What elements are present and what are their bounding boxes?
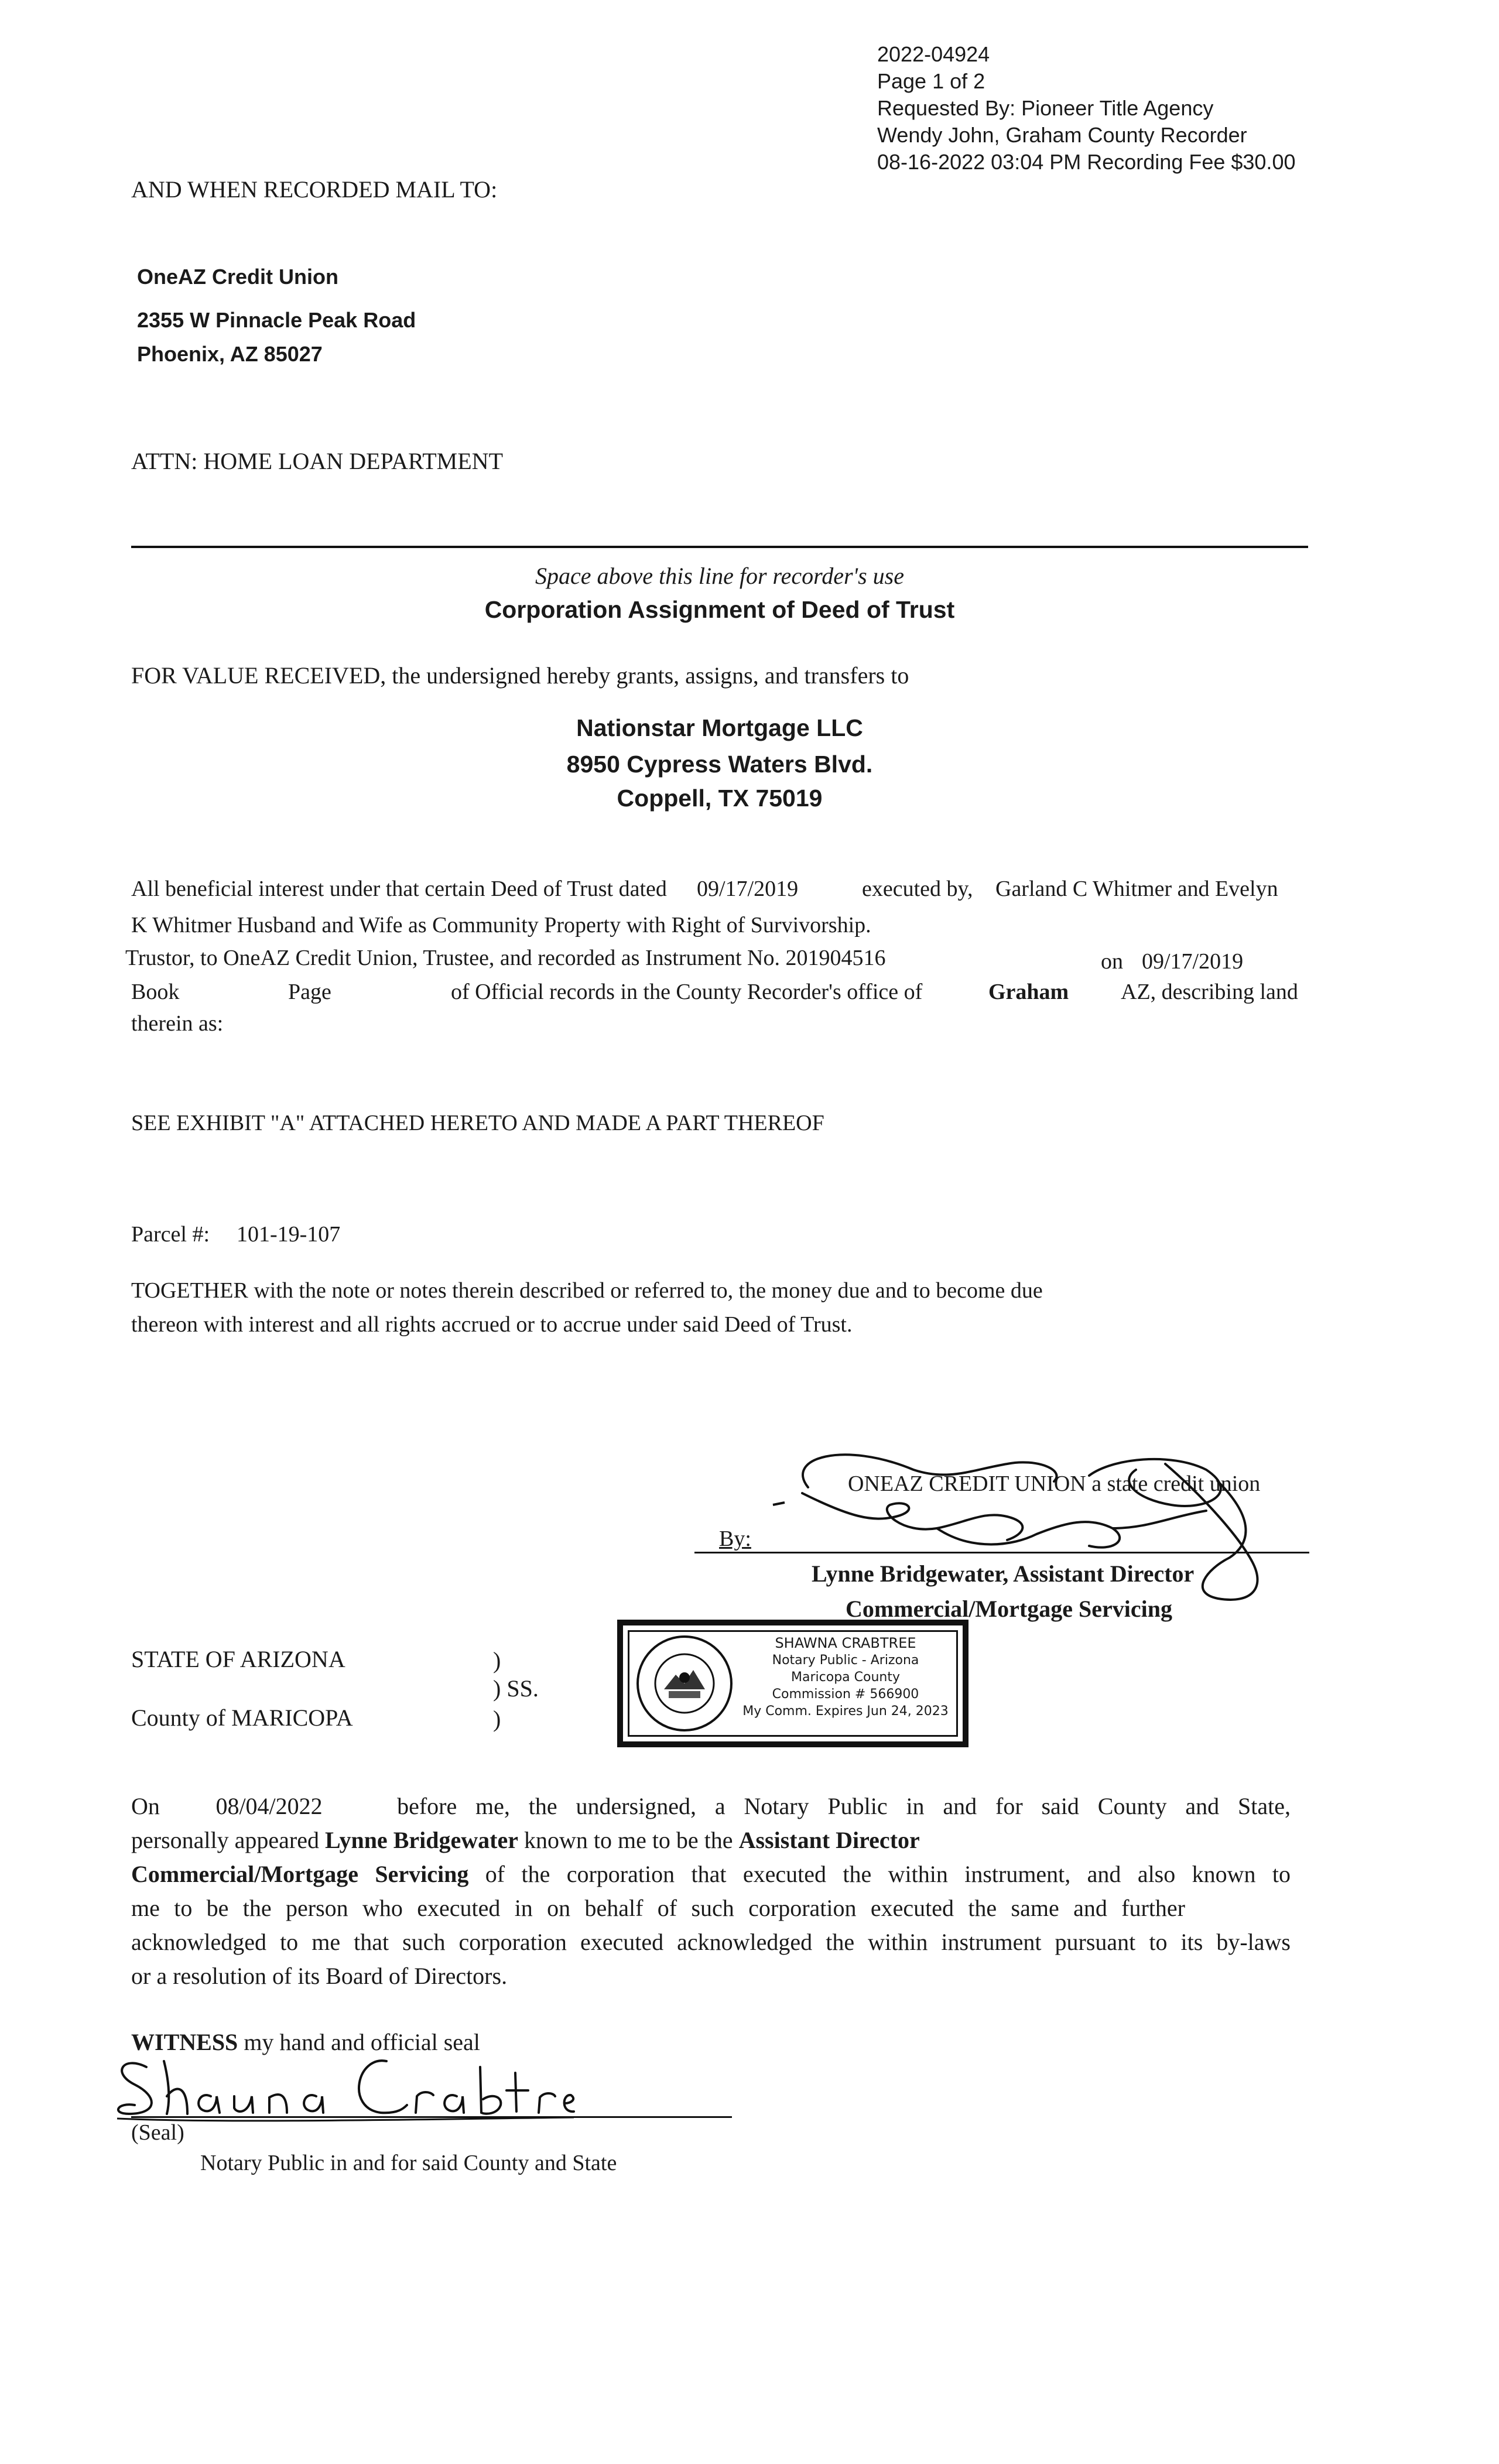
- recording-date-fee: 08-16-2022 03:04 PM Recording Fee $30.00: [877, 150, 1296, 174]
- venue-state: STATE OF ARIZONA: [131, 1646, 345, 1672]
- deed-trustors-line-2: K Whitmer Husband and Wife as Community Property with Right of Survivorship.: [131, 913, 871, 937]
- deed-county: Graham: [988, 980, 1069, 1004]
- ack-line-5: acknowledged to me that such corporation executed acknowledged the within instrument pursuant to its by-laws: [131, 1929, 1291, 1955]
- deed-records-text: of Official records in the County Recorder's office of: [451, 980, 923, 1004]
- ack-signer-title: Assistant Director: [738, 1827, 920, 1853]
- stamp-commission-state: Notary Public - Arizona: [772, 1653, 919, 1668]
- recorder-space-note: Space above this line for recorder's use: [535, 563, 904, 589]
- notary-signature-line: [131, 2116, 732, 2118]
- mail-to-name: OneAZ Credit Union: [137, 265, 338, 289]
- deed-recorded-date: 09/17/2019: [1142, 949, 1244, 974]
- acknowledgment-paragraph: [131, 1789, 1291, 1993]
- stamp-county: Maricopa County: [791, 1670, 900, 1685]
- signature-by-label: By:: [719, 1527, 751, 1551]
- deed-trustors-line-1: Garland C Whitmer and Evelyn: [995, 877, 1278, 901]
- mail-to-city: Phoenix, AZ 85027: [137, 342, 323, 366]
- witness-seal-label: (Seal): [131, 2120, 184, 2145]
- ack-line-6: or a resolution of its Board of Directors.: [131, 1963, 508, 1989]
- assignee-city: Coppell, TX 75019: [617, 785, 823, 812]
- venue-paren-3: ): [493, 1706, 501, 1732]
- deed-executed-by: executed by,: [862, 877, 973, 901]
- witness-bold: WITNESS: [131, 2029, 238, 2055]
- notary-signature: [111, 2049, 580, 2126]
- state-seal-icon: [635, 1634, 734, 1733]
- parcel-label: Parcel #:: [131, 1222, 210, 1247]
- signature-entity: ONEAZ CREDIT UNION a state credit union: [848, 1471, 1261, 1496]
- ack-signer-department: Commercial/Mortgage Servicing: [131, 1861, 469, 1887]
- recording-info: [877, 41, 1295, 176]
- mail-to-heading: AND WHEN RECORDED MAIL TO:: [131, 176, 498, 203]
- notary-caption: Notary Public in and for said County and State: [200, 2151, 617, 2175]
- signer-name-title: Lynne Bridgewater, Assistant Director: [812, 1560, 1195, 1587]
- parcel-number: 101-19-107: [237, 1222, 341, 1247]
- together-line-2: thereon with interest and all rights accrued or to accrue under said Deed of Trust.: [131, 1312, 853, 1337]
- mail-to-street: 2355 W Pinnacle Peak Road: [137, 308, 416, 332]
- document-title: Corporation Assignment of Deed of Trust: [484, 596, 955, 623]
- ack-line-1: On 08/04/2022 before me, the undersigned, a Notary Public in and for said County and State,: [131, 1793, 1291, 1819]
- ack-line-4: me to be the person who executed in on behalf of such corporation executed the same and further: [131, 1895, 1185, 1921]
- deed-state-tail: AZ, describing land: [1121, 980, 1298, 1004]
- signer-department: Commercial/Mortgage Servicing: [846, 1596, 1172, 1622]
- deed-line-1-prefix: All beneficial interest under that certain Deed of Trust dated: [131, 877, 667, 901]
- venue-county: County of MARICOPA: [131, 1705, 353, 1731]
- exhibit-reference: SEE EXHIBIT "A" ATTACHED HERETO AND MADE A PART THEREOF: [131, 1111, 824, 1135]
- stamp-notary-name: SHAWNA CRABTREE: [775, 1635, 916, 1651]
- ack-signer-name: Lynne Bridgewater: [324, 1827, 518, 1853]
- deed-dated: 09/17/2019: [697, 877, 799, 901]
- venue-ss: ) SS.: [493, 1675, 539, 1702]
- notary-stamp: [617, 1620, 968, 1747]
- ack-line-2: personally appeared Lynne Bridgewater known to me to be the Assistant Director: [131, 1827, 920, 1853]
- recording-recorder-name: Wendy John, Graham County Recorder: [877, 123, 1247, 147]
- stamp-commission-number: Commission # 566900: [772, 1687, 919, 1702]
- ack-date: 08/04/2022: [215, 1793, 323, 1819]
- recording-requested-by: Requested By: Pioneer Title Agency: [877, 96, 1214, 120]
- recording-doc-number: 2022-04924: [877, 42, 990, 66]
- ack-line-3: Commercial/Mortgage Servicing of the corporation that executed the within instrument, and also known to: [131, 1861, 1291, 1887]
- recorder-space-rule: [131, 546, 1308, 548]
- together-line-1: TOGETHER with the note or notes therein described or referred to, the money due and to become due: [131, 1278, 1043, 1303]
- assignee-name: Nationstar Mortgage LLC: [576, 714, 863, 741]
- deed-on-label: on: [1101, 949, 1123, 974]
- deed-trustor-line: Trustor, to OneAZ Credit Union, Trustee, and recorded as Instrument No. 201904516: [125, 946, 886, 970]
- assignee-street: 8950 Cypress Waters Blvd.: [566, 751, 873, 778]
- mail-to-attn: ATTN: HOME LOAN DEPARTMENT: [131, 448, 503, 474]
- venue-paren-1: ): [493, 1647, 501, 1674]
- deed-page-label: Page: [288, 980, 331, 1004]
- recording-page-count: Page 1 of 2: [877, 69, 985, 93]
- grant-line: FOR VALUE RECEIVED, the undersigned hereby grants, assigns, and transfers to: [131, 662, 909, 689]
- deed-book-label: Book: [131, 980, 180, 1004]
- notary-stamp-text: [734, 1635, 957, 1720]
- witness-rest: my hand and official seal: [244, 2029, 480, 2055]
- deed-therein: therein as:: [131, 1011, 224, 1036]
- stamp-expiration: My Comm. Expires Jun 24, 2023: [742, 1704, 949, 1719]
